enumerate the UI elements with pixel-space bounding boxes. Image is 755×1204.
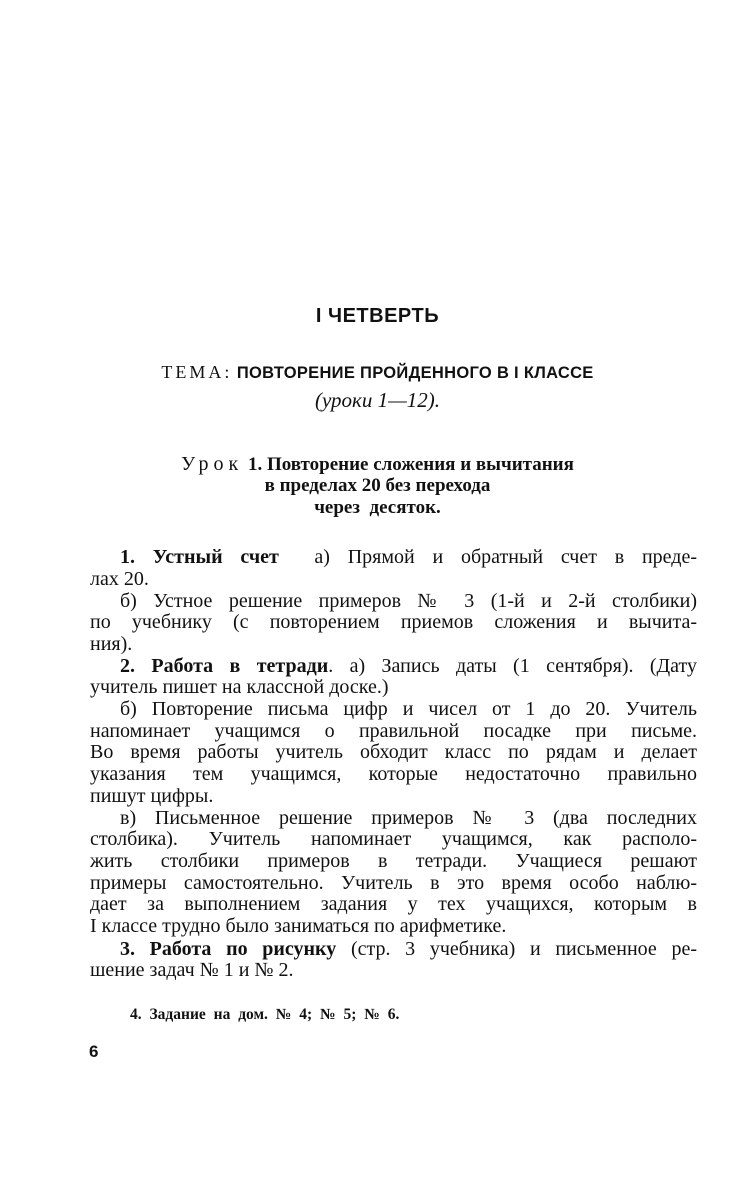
lesson-title-line-1 (0, 453, 755, 476)
topic-line (0, 362, 755, 383)
topic-title: ПОВТОРЕНИЕ ПРОЙДЕННОГО В I КЛАССЕ (236, 364, 594, 382)
lesson-title-text: 1. Повторение сложения и вычитания (247, 454, 574, 475)
body-line: лах 20. (90, 568, 149, 590)
body-line: примеры самостоятельно. Учитель в это время особо наблю- (90, 872, 697, 894)
chapter-heading: I ЧЕТВЕРТЬ (315, 305, 440, 327)
body-line: ния). (90, 633, 133, 655)
text: а) Прямой и обратный счет в преде- (314, 546, 697, 568)
body-line: указания тем учащимся, которые недостаточно правильно (90, 763, 697, 785)
body-line: Во время работы учитель обходит класс по рядам и делает (90, 741, 697, 763)
body-line: дает за выполнением задания у тех учащихся, которым в (90, 893, 697, 915)
section-heading: 3. Работа по рисунку (120, 938, 337, 960)
body-line: шение задач № 1 и № 2. (90, 959, 294, 981)
body-line (120, 938, 697, 960)
text: (стр. 3 учебника) и письменное ре- (336, 938, 697, 960)
body-line: в) Письменное решение примеров № 3 (два последних (120, 807, 697, 829)
lesson-title-line-2: в пределах 20 без перехода (264, 475, 491, 496)
topic-lessons: (уроки 1—12). (314, 388, 441, 412)
body-line (120, 655, 697, 677)
body-line: напоминает учащимся о правильной посадке при письме. (90, 720, 697, 742)
lesson-title-line-3: через десяток. (314, 497, 441, 518)
body-line: пишут цифры. (90, 785, 214, 807)
body-line: I классе трудно было заниматься по арифметике. (90, 915, 507, 937)
body-line: по учебнику (с повторением приемов сложения и вычита- (90, 611, 697, 633)
page-number: 6 (89, 1042, 99, 1061)
topic-prefix: ТЕМА: (161, 362, 233, 382)
body-line: столбика). Учитель напоминает учащимся, как располо- (90, 828, 697, 850)
homework-line: 4. Задание на дом. № 4; № 5; № 6. (130, 1006, 400, 1023)
body-line: б) Повторение письма цифр и чисел от 1 до 20. Учитель (120, 698, 697, 720)
section-heading: 2. Работа в тетради (120, 655, 329, 677)
text: . а) Запись даты (1 сентября). (Дату (328, 655, 698, 677)
section-heading: 1. Устный счет (120, 546, 279, 568)
body-line: б) Устное решение примеров № 3 (1-й и 2-й столбики) (120, 590, 697, 612)
body-line (120, 546, 697, 568)
body-line: учитель пишет на классной доске.) (90, 676, 389, 698)
lesson-prefix: Урок (181, 453, 244, 475)
body-line: жить столбики примеров в тетради. Учащиеся решают (90, 850, 697, 872)
